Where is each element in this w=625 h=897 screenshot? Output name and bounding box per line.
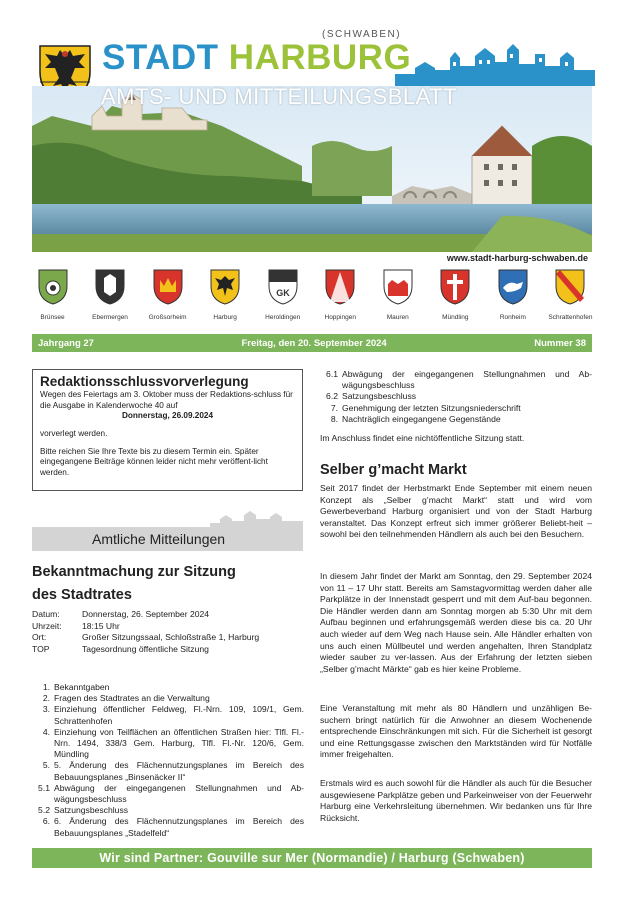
closing-note: Im Anschluss findet eine nichtöffentliche Sitzung statt. <box>320 433 525 443</box>
agenda-item: 6.2 Satzungsbeschluss <box>326 391 417 402</box>
market-heading: Selber g’macht Markt <box>320 462 467 478</box>
agenda-item: 4. Einziehung von Teilflächen an öffentlichen Straßen hier: Tlfl. Fl.-Nrn. 1494, 338/3 Gem. Harburg, Tlfl. Fl.-Nr. 120/6, Gem. Mündling <box>42 726 304 760</box>
crest-harburg: Harburg <box>197 268 254 328</box>
detail-row: Datum: Donnerstag, 26. September 2024 <box>32 609 210 619</box>
issue-info-bar <box>32 334 592 352</box>
title-harburg: HARBURG <box>228 38 412 77</box>
harburg-town-photo <box>32 86 592 252</box>
harburg-crest-icon <box>209 268 241 306</box>
website-url[interactable]: www.stadt-harburg-schwaben.de <box>446 253 588 263</box>
mauren-crest-icon <box>382 268 414 306</box>
notice-text-3: Bitte reichen Sie Ihre Texte bis zu diesem Termin ein. Später eingegangene Beiträge können leider nicht mehr veröffent-licht werden. <box>40 446 268 477</box>
agenda-item: 6. 6. Änderung des Flächennutzungsplanes im Bereich des Bebauungsplanes „Stadelfeld“ <box>42 816 304 838</box>
crest-bruensee: Brünsee <box>24 268 81 328</box>
agenda-item: 1. Bekanntgaben <box>42 682 110 692</box>
agenda-item: 6.1 Abwägung der eingegangenen Stellungnahmen und Ab-wägungsbeschluss <box>326 369 592 391</box>
agenda-item: 7. Genehmigung der letzten Sitzungsniederschrift <box>330 402 521 413</box>
deadline-notice-box <box>32 369 303 491</box>
banner-skyline-icon <box>210 511 303 529</box>
region-label: (SCHWABEN) <box>322 29 402 40</box>
agenda-item: 5.2 Satzungsbeschluss <box>38 805 129 816</box>
meeting-details <box>32 609 259 655</box>
hoppingen-crest-icon <box>324 268 356 306</box>
agenda-item: 3. Einziehung öffentlicher Feldweg, Fl.-Nrn. 109, 109/1, Gem. Schrattenhofen <box>42 704 304 726</box>
crest-ebermergen: Ebermergen <box>82 268 139 328</box>
market-paragraph-3: Eine Veranstaltung mit mehr als 80 Händlern und unzähligen Be-suchern bringt natürlich für die Anwohner an diesem Wochenende entsprechende Einschränkungen mit sich. Für die Sicherheit ist gesorgt und eine Rettungsgasse zwischen den Marktständen wird für Notfälle immer freigehalten. <box>320 703 592 760</box>
detail-row: Ort: Großer Sitzungssaal, Schloßstraße 1, Harburg <box>32 632 260 642</box>
detail-row: Uhrzeit: 18:15 Uhr <box>32 620 120 631</box>
issue-number: Nummer 38 <box>534 337 586 349</box>
crest-mauren: Mauren <box>369 268 426 328</box>
crest-grosssorheim: Großsorheim <box>139 268 196 328</box>
village-crests-row <box>24 268 599 328</box>
agenda-item: 8. Nachträglich eingegangene Gegenstände <box>330 413 501 424</box>
crest-heroldingen: GK Heroldingen <box>254 268 311 328</box>
agenda-list-right <box>320 369 592 425</box>
market-paragraph-2: In diesem Jahr findet der Markt am Sonntag, den 29. September 2024 von 11 – 17 Uhr statt. Bereits am Samstagvormittag werden daher alle Parkplätze in der Innenstadt gesperrt und mit dem Auf-bau begonnen. Die Händler werden dann am Sonntag morgen ab 5:30 Uhr mit dem Aufbau beginnen und erfahrungsgemäß werden diese bis ca. 20 Uhr auch wieder auf dem Weg nach Hause sein. Alle Händler erhalten von uns auch einen Müllbeutel und werden angehalten, Ihren Standplatz wieder sauber zu ver-lassen. Aus der Erfahrung der letzten sieben „Selber g’macht Märkte“ gab es hier keine Probleme. <box>320 571 592 674</box>
agenda-list-left <box>32 682 304 839</box>
detail-row: TOP Tagesordnung öffentliche Sitzung <box>32 643 209 654</box>
crest-muendling: Mündling <box>427 268 484 328</box>
agenda-item: 5. 5. Änderung des Flächennutzungsplanes im Bereich des Bebauungsplanes „Binsenäcker II“ <box>42 760 304 782</box>
bruensee-crest-icon <box>37 268 69 306</box>
notice-deadline: Donnerstag, 26.09.2024 <box>121 411 214 421</box>
meeting-heading: Bekanntmachung zur Sitzung des Stadtrates <box>32 564 236 603</box>
title-stadt: STADT <box>102 38 229 77</box>
notice-title: Redaktionsschlussvorverlegung <box>40 374 249 389</box>
masthead-title <box>102 40 411 75</box>
schrattenhofen-crest-icon <box>554 268 586 306</box>
crest-schrattenhofen: Schrattenhofen <box>542 268 599 328</box>
section-banner-title: Amtliche Mitteilungen <box>92 531 226 547</box>
ebermergen-crest-icon <box>94 268 126 306</box>
crest-ronheim: Ronheim <box>484 268 541 328</box>
agenda-item: 2. Fragen des Stadtrates an die Verwaltung <box>42 693 210 704</box>
svg-text:GK: GK <box>275 288 290 298</box>
partner-footer: Wir sind Partner: Gouville sur Mer (Normandie) / Harburg (Schwaben) <box>32 848 592 868</box>
heroldingen-crest-icon <box>267 268 299 306</box>
market-paragraph-4: Erstmals wird es auch sowohl für die Händler als auch für die Besucher ausgewiesene Parkplätze geben und Parkeinweiser von der Feuerwehr Harburg eine Verkehrsleitung übernehmen. Wir bedanken uns für Ihre Rücksicht. <box>320 778 592 823</box>
agenda-item: 5.1 Abwägung der eingegangenen Stellungnahmen und Ab-wägungsbeschluss <box>38 782 304 805</box>
issue-date: Freitag, den 20. September 2024 <box>241 337 387 349</box>
grosssorheim-crest-icon <box>152 268 184 306</box>
masthead-subtitle: AMTS- UND MITTEILUNGSBLATT <box>101 84 458 109</box>
muendling-crest-icon <box>439 268 471 306</box>
volume-label: Jahrgang 27 <box>38 337 94 349</box>
notice-text-2: vorverlegt werden. <box>40 428 108 438</box>
ronheim-crest-icon <box>497 268 529 306</box>
crest-hoppingen: Hoppingen <box>312 268 369 328</box>
notice-text-1: Wegen des Feiertags am 3. Oktober muss der Redaktions-schluss für die Ausgabe in Kalenderwoche 40 auf <box>40 390 293 410</box>
castle-skyline-icon <box>395 40 595 86</box>
market-paragraph-1: Seit 2017 findet der Herbstmarkt Ende September mit einem neuen Konzept als „Selber g’macht Markt“ statt und wird vom Gewerbeverband Harburg organisiert und von der Stadt Harburg veranstaltet. Das Konzept erfreut sich immer größerer Beliebt-heit – sowohl bei den teilnehmenden Händlern als auch bei den Besuchern. <box>320 483 592 540</box>
